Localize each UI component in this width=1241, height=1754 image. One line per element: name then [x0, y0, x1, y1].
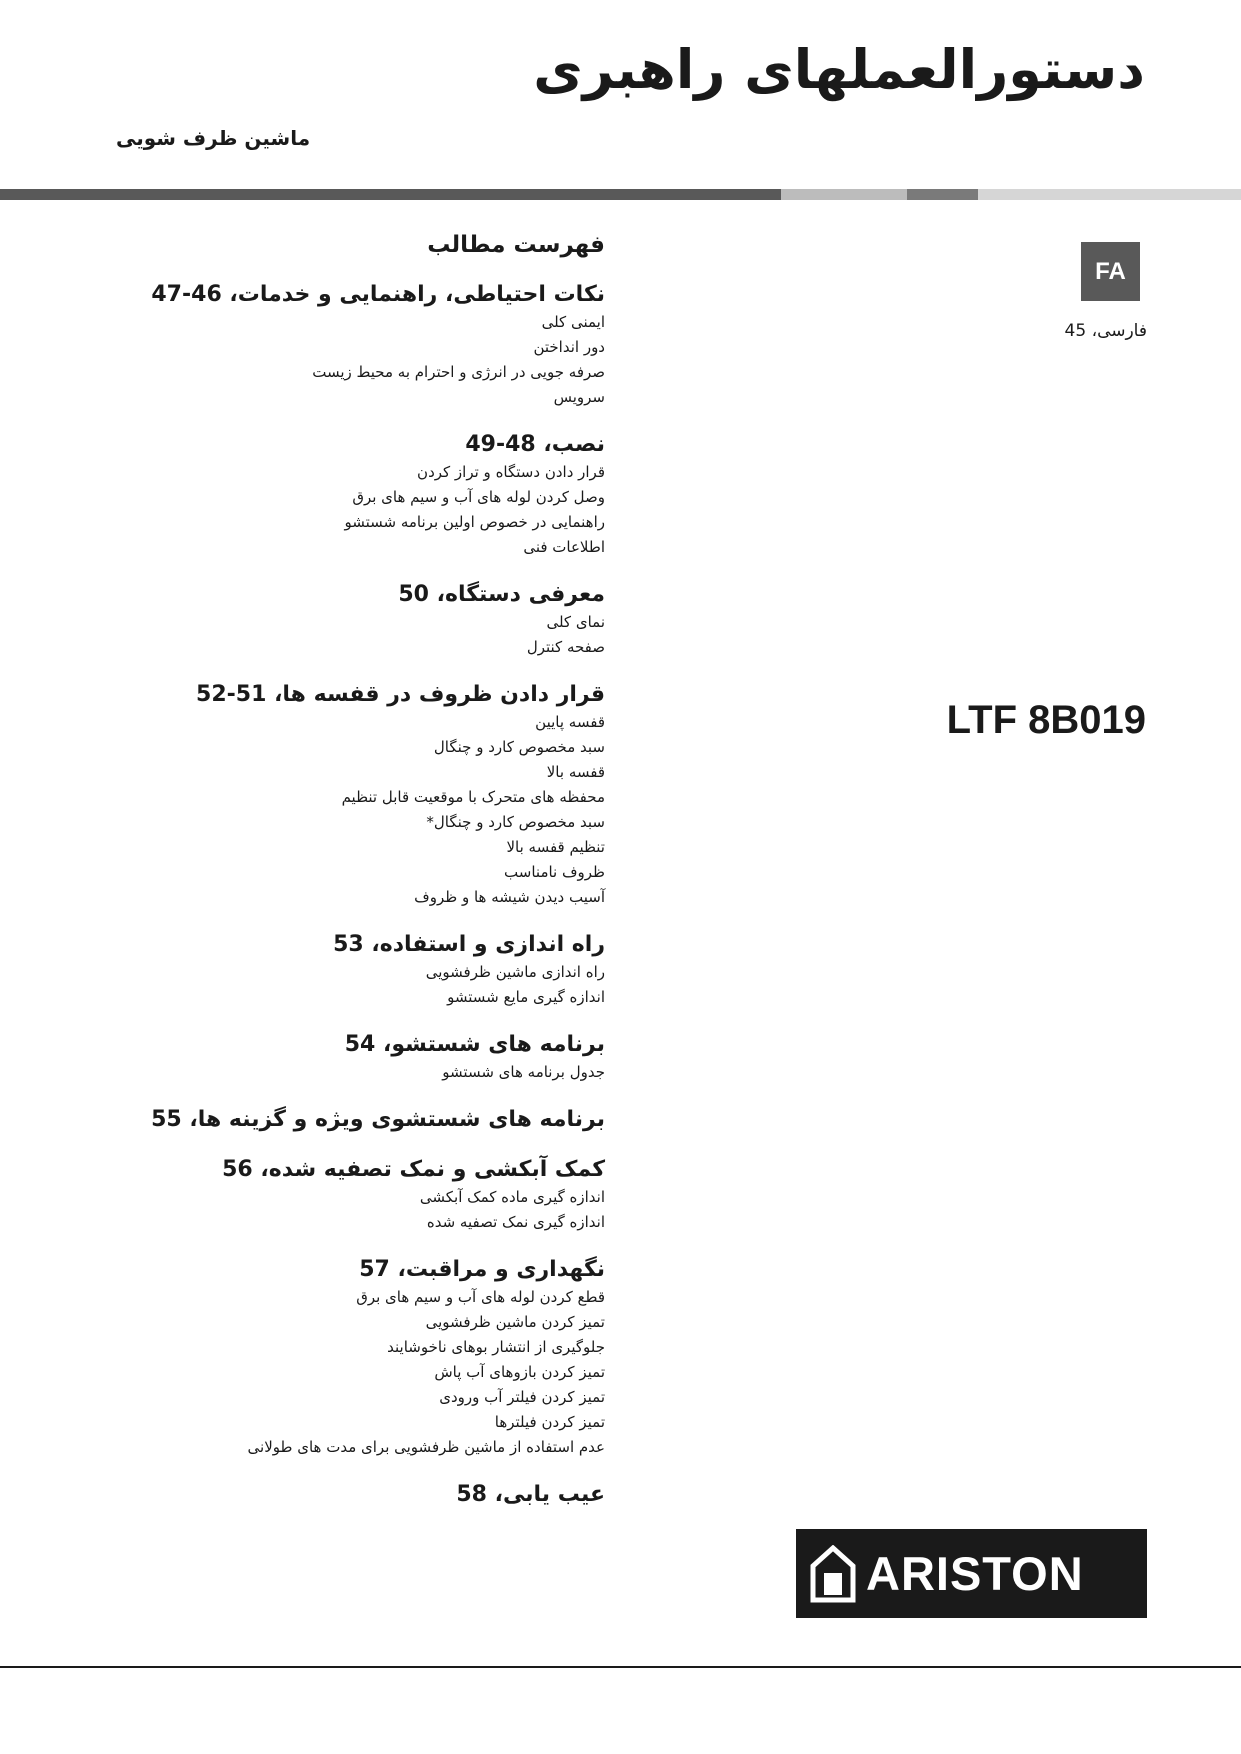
language-label: فارسی، 45	[1064, 321, 1147, 341]
toc-section	[185, 1255, 605, 1460]
toc-item: ایمنی کلی	[541, 313, 605, 331]
toc-section	[185, 1480, 605, 1510]
language-badge: FA	[1081, 242, 1140, 301]
band-segment	[781, 189, 907, 200]
toc-item: تمیز کردن فیلترها	[494, 1413, 605, 1431]
toc-section	[151, 1105, 605, 1135]
toc-section-heading: نصب، 48-49	[465, 432, 605, 457]
toc-item: قفسه پایین	[535, 713, 605, 731]
toc-section-heading: عیب یابی، 58	[456, 1482, 605, 1507]
table-of-contents	[151, 230, 605, 1530]
toc-item: تمیز کردن بازوهای آب پاش	[434, 1363, 605, 1381]
toc-section-heading: نکات احتیاطی، راهنمایی و خدمات، 46-47	[151, 282, 605, 307]
toc-section	[185, 580, 605, 660]
toc-item: سبد مخصوص کارد و چنگال*	[426, 813, 605, 831]
toc-item: عدم استفاده از ماشین ظرفشویی برای مدت های طولانی	[247, 1438, 605, 1456]
brand-logo	[796, 1529, 1147, 1618]
toc-title: فهرست مطالب	[427, 232, 605, 258]
toc-section	[185, 930, 605, 1010]
toc-item: محفظه های متحرک با موقعیت قابل تنظیم	[341, 788, 605, 806]
toc-section	[185, 1030, 605, 1085]
toc-section	[185, 680, 605, 910]
toc-item: راه اندازی ماشین ظرفشویی	[425, 963, 605, 981]
toc-item: آسیب دیدن شیشه ها و ظروف	[414, 888, 605, 906]
toc-item: قرار دادن دستگاه و تراز کردن	[417, 463, 605, 481]
toc-section	[185, 430, 605, 560]
toc-item: سبد مخصوص کارد و چنگال	[433, 738, 605, 756]
footer-divider	[0, 1666, 1241, 1668]
toc-section-heading: برنامه های شستشو، 54	[344, 1032, 605, 1057]
toc-item: جدول برنامه های شستشو	[442, 1063, 605, 1081]
band-segment	[0, 189, 781, 200]
toc-item: ظروف نامناسب	[504, 863, 605, 881]
toc-section-heading: برنامه های شستشوی ویژه و گزینه ها، 55	[151, 1107, 605, 1132]
toc-item: تنظیم قفسه بالا	[506, 838, 605, 856]
toc-item: نمای کلی	[546, 613, 605, 631]
page-subtitle: ماشین ظرف شویی	[116, 126, 311, 150]
page-title: دستورالعملهای راهبری	[533, 38, 1145, 101]
toc-item: صفحه کنترل	[526, 638, 605, 656]
toc-item: اندازه گیری نمک تصفیه شده	[426, 1213, 605, 1231]
toc-item: اندازه گیری مایع شستشو	[447, 988, 605, 1006]
toc-section-heading: نگهداری و مراقبت، 57	[359, 1257, 605, 1282]
house-logo-icon	[810, 1545, 856, 1603]
toc-section	[151, 280, 605, 410]
toc-item: راهنمایی در خصوص اولین برنامه شستشو	[344, 513, 605, 531]
toc-item: سرویس	[553, 388, 605, 406]
toc-item: صرفه جویی در انرژی و احترام به محیط زیست	[312, 363, 605, 381]
toc-item: تمیز کردن فیلتر آب ورودی	[439, 1388, 605, 1406]
toc-item: اندازه گیری ماده کمک آبکشی	[419, 1188, 605, 1206]
toc-item: قطع کردن لوله های آب و سیم های برق	[356, 1288, 605, 1306]
toc-item: اطلاعات فنی	[523, 538, 605, 556]
toc-section-heading: معرفی دستگاه، 50	[398, 582, 605, 607]
toc-item: دور انداختن	[533, 338, 605, 356]
toc-section	[185, 1155, 605, 1235]
toc-item: جلوگیری از انتشار بوهای ناخوشایند	[387, 1338, 605, 1356]
toc-section-heading: راه اندازی و استفاده، 53	[333, 932, 605, 957]
toc-section-heading: قرار دادن ظروف در قفسه ها، 51-52	[196, 682, 605, 707]
toc-sections	[151, 280, 605, 1510]
toc-section-heading: کمک آبکشی و نمک تصفیه شده، 56	[222, 1157, 605, 1182]
model-number: LTF 8B019	[946, 698, 1146, 742]
band-segment	[978, 189, 1241, 200]
toc-item: تمیز کردن ماشین ظرفشویی	[425, 1313, 605, 1331]
toc-item: قفسه بالا	[546, 763, 605, 781]
toc-item: وصل کردن لوله های آب و سیم های برق	[352, 488, 605, 506]
band-segment	[907, 189, 978, 200]
brand-name: ARISTON	[866, 1547, 1084, 1600]
